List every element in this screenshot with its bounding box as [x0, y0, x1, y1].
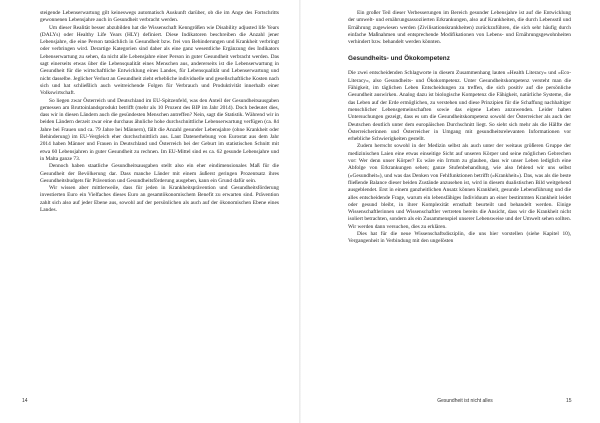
- left-paragraph-3: So liegen zwar Österreich und Deutschland im EU-Spitzenfeld, was den Anteil der Gesundheitsausgaben gemessen am Bruttoinlandsprodukt betrifft (mehr als 10 Prozent des BIP im Jahr 2014). Doch bedeutet dies, dass wir in diesen Ländern auch die gesündesten Menschen antreffen? Nein, sagt die Statistik. Während wir in beiden Ländern derzeit zwar eine durchaus ähnliche hohe durchschnittliche Lebenserwartung verfügen (ca. 84 Jahre bei Frauen und ca. 79 Jahre bei Männern), fällt die Anzahl gesunder Lebensjahre (ohne Krankheit oder Behinderung) im EU-Vergleich eher durchschnittlich aus. Laut Datenerhebung von Eurostat aus dem Jahr 2014 haben Männer und Frauen in Deutschland und Österreich bei der Geburt im statistischen Schnitt mit etwa 60 Lebensjahren in guter Gesundheit zu rechnen. Im EU-Mittel sind es ca. 62 gesunde Lebensjahre und in Malta ganze 73.: [40, 97, 279, 162]
- right-paragraph-2: Zudem herrscht sowohl in der Medizin selbst als auch unter der weitaus größeren Gruppe der medizinischen Laien eine etwas einseitige Sicht auf unseren Körper und seine möglichen Gebrechen vor: Wer denn unser Körper? Es wäre ein Irrtum zu glauben, dass wir unser Leben lediglich eine Abfolge von Erkrankungen sehen; ganze Stufenbehandlung, wie also fehlend wir uns selbst (»Gesundheit«), und was das Denken von Fehlfunktionen betrifft (»Krankheit«). Das, was als die beste fließende Balance dieser beiden Zustände anzusehen ist, wird in diesem dualistischen Bild weitgehend ausgeblendet. Erst in einem ganzheitlichen Ansatz können Krankheit, gesunde Lebensführung und die alles entscheidende Frage, warum ein lebensfähiges Individuum an einer bestimmten Krankheit leidet oder gesund bleibt, in ihrer Komplexität ernsthaft beurteilt und behandelt werden. Einige Wissenschaftlerinnen und Wissenschaftler vertreten bereits die Ansicht, dass wir die Krankheit nicht isoliert betrachten, sondern als ein Zusammenspiel unserer Lebensweise und der Umwelt sehen sollten. Wir werden dann versuchen, dies zu erklären.: [348, 143, 571, 230]
- left-paragraph-1: steigende Lebenserwartung gilt keineswegs automatisch Auskunft darüber, ob die im Ange des Fortschritts gewonnenen Lebensjahre auch in Gesundheit verbracht werden.: [40, 10, 279, 24]
- left-page-number: 14: [22, 398, 28, 404]
- right-text-column: [348, 10, 571, 246]
- left-text-column: [40, 10, 279, 214]
- right-paragraph-3: Dies hat für die neue Wissenschaftsdisziplin, die uns hier vorstellen (siehe Kapitel 10), Vergangenheit in Verbindung mit den ungelösten: [348, 231, 571, 245]
- running-head: Gesundheit ist nicht alles: [437, 398, 493, 404]
- right-page: [300, 0, 600, 423]
- right-paragraph-1: Die zwei entscheidenden Schlagworte in diesem Zusammenhang lauten »Health Literacy« und »Eco-Literacy«, also Gesundheits- und Ökokompetenz. Unter Gesundheitskompetenz versteht man die Fähigkeit, im täglichen Leben Entscheidungen zu treffen, die sich positiv auf die persönliche Gesundheit auswirken. Analog dazu ist biologische Kompetenz die Fähigkeit, natürliche Systeme, die das Leben auf der Erde ermöglichen, zu verstehen und diese Prinzipien für die Schaffung nachhaltiger menschlicher Lebensgemeinschaften sowie das eigene Leben anzuwenden. Leider haben Untersuchungen gezeigt, dass es um die Gesundheitskompetenz sowohl der Österreicher als auch der Deutschen deutlich unter dem europäischen Durchschnitt liegt. So sieht sich mehr als die Hälfte der Österreicherinnen und Österreicher in Umgang mit gesundheitsrelevanten Informationen vor erhebliche Schwierigkeiten gestellt.: [348, 70, 571, 143]
- left-paragraph-5: Wir wissen aber mittlerweile, dass für jeden in Krankheitsprävention und Gesundheitsförderung investierten Euro ein Vielfaches dieses Euro an gesamtökonomischem Benefit zu erwarten sind. Prävention zahlt sich also auf jeder Ebene aus, sowohl auf der persönlichen als auch auf der ökonomischen Ebene eines Landes.: [40, 185, 279, 214]
- right-intro-paragraph: Ein großer Teil dieser Verbesserungen im Bereich gesunder Lebensjahre ist auf die Entwicklung der umwelt- und ernährungsassoziierten Erkrankungen, also auf Krankheiten, die durch Lebensstil und Ernährung zugewiesen werden (Zivilisationskrankheiten) zurückzuführen, die sich sehr häufig durch einfache Maßnahmen und entsprechende Modifikationen von Lebens- und Ernährungsgewohnheiten verhindert bzw. behandelt werden könnten.: [348, 10, 571, 46]
- left-paragraph-4: Dennoch haben staatliche Gesundheitsausgaben stellt also ein eher eindimensionales Maß für die Gesundheit der Bevölkerung dar. Dass manche Länder mit einem äußerst geringen Prozentsatz ihres Gesundheitsbudgets für Prävention und Gesundheitsförderung ausgeben, kann ein Grund dafür sein.: [40, 163, 279, 184]
- right-page-number: 15: [566, 398, 572, 404]
- left-paragraph-2: Um dieser Realität besser abzubilden hat die Wissenschaft Kenngrößen wie Disability adjusted life Years (DALYs) oder Healthy Life Years (HLY) definiert. Diese Indikatoren beschreiben die Anzahl jener Lebensjahre, die eine Person tatsächlich in Gesundheit bzw. frei von Behinderungen und Krankheit verbringt oder verbringen wird. Derartige Kategorien sind daher als eine ganz wesentliche Ergänzung des Indikators Lebenserwartung zu sehen, da nicht alle Lebensjahre einer Person in guter Gesundheit verbracht werden. Das sagt einerseits etwas über die Lebensqualität eines Menschen aus, andererseits ist die Lebenserwartung in Gesundheit für die wirtschaftliche Entwicklung eines Landes, für Lebensqualität und Lebenserwartung und nicht dasselbe. Jeglicher Verlust an Gesundheit zieht erhebliche individuelle und gesellschaftliche Kosten nach sich und hat schließlich auch weitreichende Folgen für Verbrauch und Produktivität innerhalb einer Volkswirtschaft.: [40, 24, 279, 97]
- section-heading: Gesundheits- und Ökokompetenz: [348, 55, 450, 63]
